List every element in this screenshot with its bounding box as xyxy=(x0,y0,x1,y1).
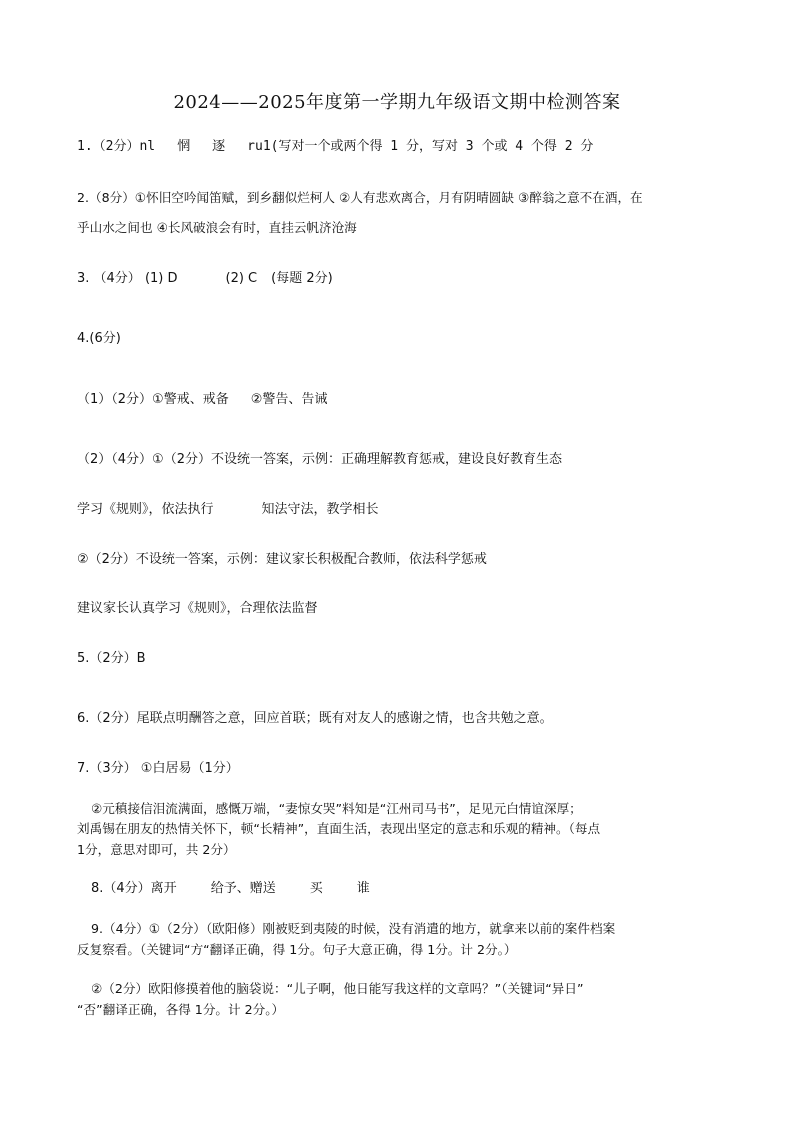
answer-3-part-2: (2) C xyxy=(225,271,258,286)
answer-8-c: 买 xyxy=(309,881,323,896)
answer-3-scoring: (每题 2分) xyxy=(271,271,333,286)
answer-2-line-2: 乎山水之间也 ④长风破浪会有时，直挂云帆济沧海 xyxy=(77,220,357,235)
answer-8-d: 谁 xyxy=(356,881,370,896)
answer-9-line-2: 反复察看。（关键词“方“翻译正确，得 1分。句子大意正确，得 1分。计 2分。） xyxy=(77,942,517,957)
answer-4-part-2: （2）（4分）①（2分）不设统一答案，示例：正确理解教育惩戒，建设良好教育生态 xyxy=(77,452,562,467)
answer-4-part-1-b: ②警告、告诫 xyxy=(250,392,328,407)
answer-4-part-2-line-2-a: 学习《规则》，依法执行 xyxy=(77,502,214,517)
answer-7-line-2: 刘禹锡在朋友的热情关怀下，顿“长精神”，直面生活，表现出坚定的意志和乐观的精神。（每点 xyxy=(77,821,601,836)
answer-9-line-3: ②（2分）欧阳修摸着他的脑袋说：“儿子啊，他日能写我这样的文章吗？”（关键词“异日” xyxy=(91,981,584,996)
answer-8-b: 给予、赠送 xyxy=(210,881,276,896)
answer-7-line-1: ②元稹接信泪流满面，感慨万端，“妻惊女哭”料知是“江州司马书”，足见元白情谊深厚； xyxy=(91,801,582,816)
answer-7-heading: 7.（3分） ①白居易（1分） xyxy=(77,761,239,776)
answer-4-part-2-line-3: ②（2分）不设统一答案，示例：建议家长积极配合教师，依法科学惩戒 xyxy=(77,552,487,567)
answer-8-a: 8.（4分）离开 xyxy=(91,881,177,896)
answer-4-part-2-line-4: 建议家长认真学习《规则》，合理依法监督 xyxy=(77,601,318,616)
answer-2-line-1: 2.（8分）①怀旧空吟闻笛赋，到乡翻似烂柯人 ②人有悲欢离合，月有阴晴圆缺 ③醉翁之意不在酒，在 xyxy=(77,190,643,205)
answer-1-word-1: 惘 xyxy=(177,139,191,154)
answer-5: 5.（2分）B xyxy=(77,651,146,666)
answer-6: 6.（2分）尾联点明酬答之意，回应首联；既有对友人的感谢之情，也含共勉之意。 xyxy=(77,711,553,726)
answer-3-part-1: 3. （4分） (1) D xyxy=(77,271,178,286)
answer-1 xyxy=(77,138,593,156)
answer-4-part-1-a: （1）（2分）①警戒、戒备 xyxy=(77,392,229,407)
answer-1-scoring: (写对一个或两个得 1 分，写对 3 个或 4 个得 2 分 xyxy=(270,139,594,154)
answer-1-word-2: 逐 xyxy=(212,139,226,154)
answer-9-line-1: 9.（4分）①（2分）（欧阳修）刚被贬到夷陵的时候，没有消遣的地方，就拿来以前的案件档案 xyxy=(91,921,616,936)
answer-4-heading: 4.(6分) xyxy=(77,331,121,346)
answer-7-line-3: 1分，意思对即可，共 2分） xyxy=(77,842,236,857)
answer-4-part-1 xyxy=(77,391,327,409)
answer-3 xyxy=(77,270,333,288)
answer-1-word-3: ru1 xyxy=(247,139,271,154)
answer-4-part-2-line-2 xyxy=(77,501,379,519)
answer-4-part-2-line-2-b: 知法守法，教学相长 xyxy=(261,502,379,517)
answer-8 xyxy=(91,880,370,898)
answer-9-line-4: “否”翻译正确，各得 1分。计 2分。） xyxy=(77,1002,285,1017)
answer-1-prefix: 1.（2分）nl xyxy=(77,139,156,154)
document-title: 2024——2025年度第一学期九年级语文期中检测答案 xyxy=(173,92,621,113)
